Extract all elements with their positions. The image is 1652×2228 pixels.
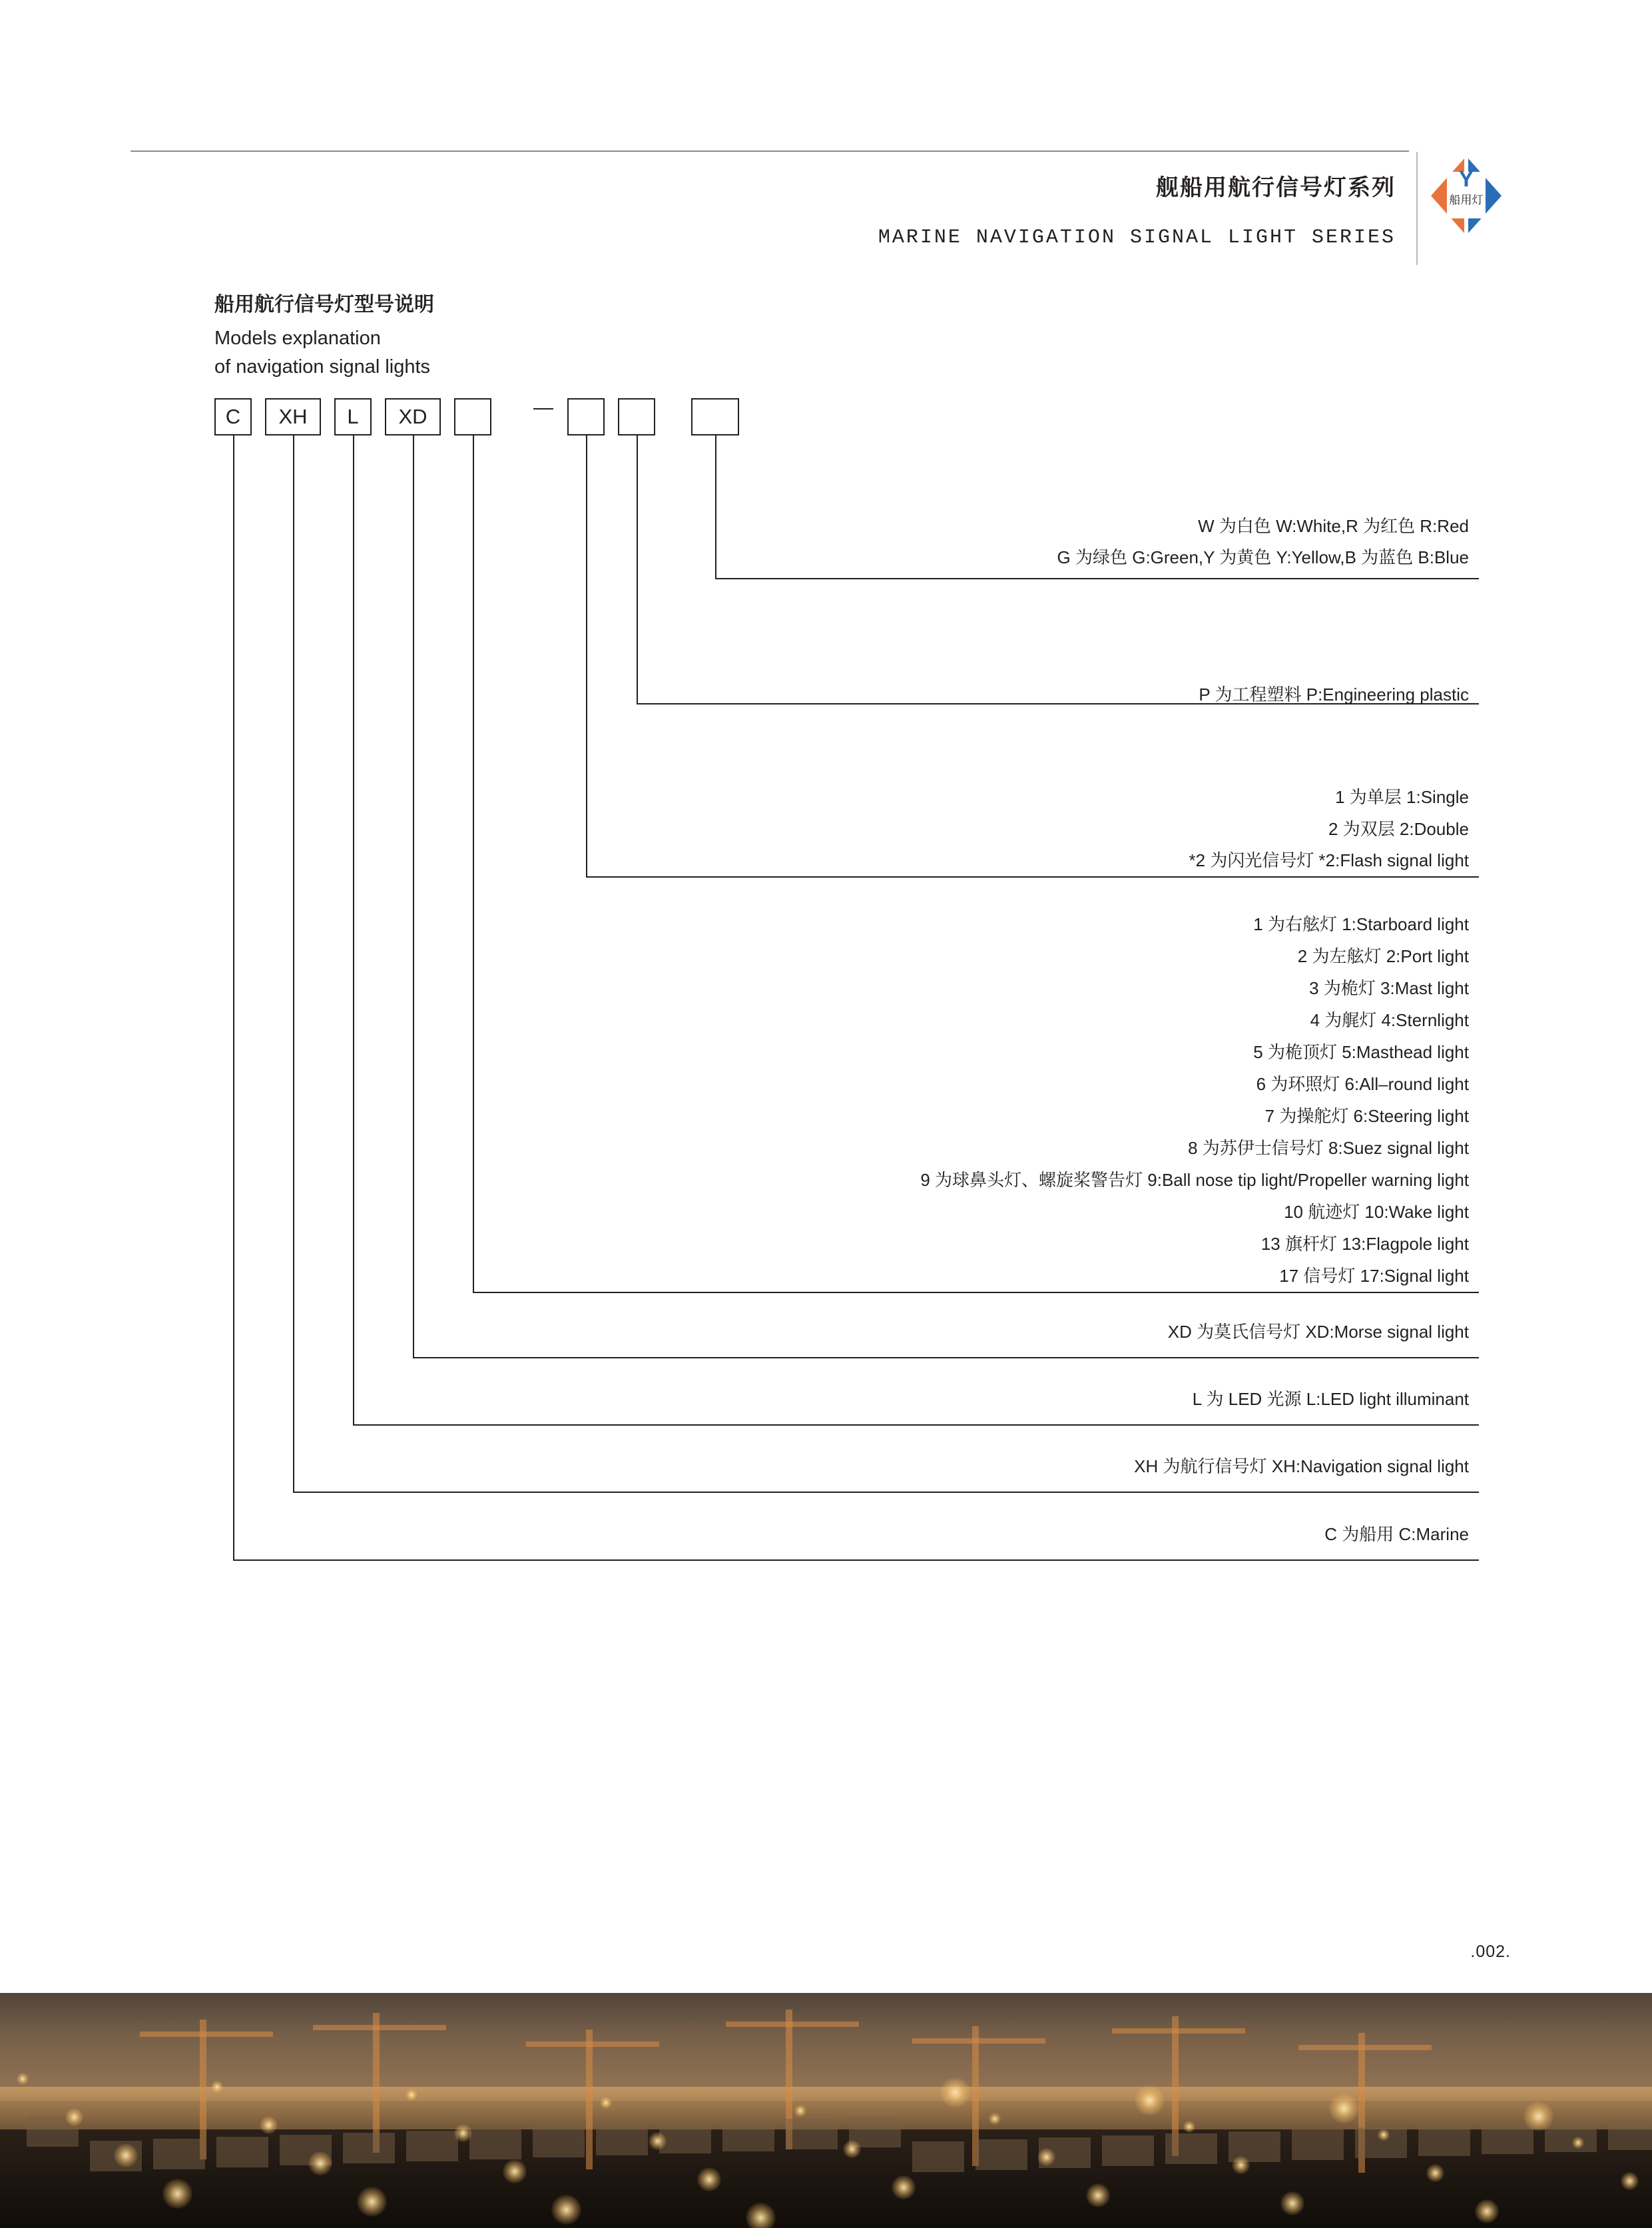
light-glow-3	[114, 2143, 138, 2167]
light-glow-18	[843, 2140, 861, 2158]
model-code-box-1: C	[214, 398, 252, 435]
legend-item: 9 为球鼻头灯、螺旋桨警告灯 9:Ball nose tip light/Propeller warning light	[920, 1170, 1469, 1190]
light-glow-31	[1475, 2199, 1499, 2223]
legend-item: 7 为操舵灯 6:Steering light	[1264, 1106, 1469, 1126]
leader-hline-1	[715, 578, 1479, 579]
header-vertical-divider	[1416, 152, 1418, 265]
container-box-19	[1165, 2133, 1217, 2164]
container-box-15	[912, 2141, 964, 2172]
leader-vline-8	[233, 435, 234, 1559]
legend-item: 4 为艉灯 4:Sternlight	[1310, 1010, 1469, 1030]
container-box-11	[659, 2123, 711, 2153]
light-glow-13	[600, 2097, 612, 2109]
container-box-26	[1608, 2119, 1652, 2150]
logo-text: 船用灯	[1449, 194, 1484, 206]
leader-vline-2	[637, 435, 638, 703]
logo-letter: Y	[1458, 166, 1474, 192]
crane-boom-4	[726, 2022, 859, 2027]
light-glow-12	[551, 2195, 581, 2225]
footer-photo	[0, 1993, 1652, 2228]
legend-item: P 为工程塑料 P:Engineering plastic	[1199, 685, 1469, 704]
light-glow-23	[1086, 2183, 1110, 2207]
light-glow-14	[649, 2132, 667, 2150]
legend-item: W 为白色 W:White,R 为红色 R:Red	[1198, 516, 1469, 536]
light-glow-4	[162, 2179, 192, 2209]
light-glow-16	[746, 2203, 776, 2228]
light-glow-22	[1037, 2148, 1055, 2166]
container-box-16	[975, 2139, 1027, 2170]
crane-boom-3	[526, 2042, 659, 2047]
leader-vline-1	[715, 435, 716, 578]
crane-mast-2	[373, 2013, 380, 2153]
section-title-cn: 船用航行信号灯型号说明	[214, 294, 434, 316]
legend-item: 1 为单层 1:Single	[1335, 787, 1469, 807]
container-box-13	[786, 2119, 838, 2149]
leader-hline-3	[586, 876, 1479, 878]
container-box-3	[153, 2139, 205, 2169]
crane-boom-7	[1298, 2045, 1432, 2050]
light-glow-17	[794, 2105, 806, 2117]
legend-item: L 为 LED 光源 L:LED light illuminant	[1192, 1389, 1469, 1409]
legend-item: 17 信号灯 17:Signal light	[1279, 1266, 1469, 1286]
legend-item: 3 为桅灯 3:Mast light	[1309, 978, 1469, 998]
legend-item: G 为绿色 G:Green,Y 为黄色 Y:Yellow,B 为蓝色 B:Blue	[1057, 547, 1469, 567]
model-code-box-4: XD	[385, 398, 441, 435]
legend-item: C 为船用 C:Marine	[1324, 1524, 1469, 1544]
leader-hline-8	[233, 1559, 1479, 1561]
leader-vline-3	[586, 435, 587, 876]
light-glow-32	[1523, 2101, 1553, 2131]
container-box-24	[1482, 2123, 1533, 2154]
page-number: .002.	[1470, 1942, 1511, 1961]
crane-boom-2	[313, 2025, 446, 2030]
crane-boom-5	[912, 2038, 1045, 2044]
light-glow-20	[940, 2078, 970, 2107]
container-box-12	[722, 2121, 774, 2151]
legend-item: XH 为航行信号灯 XH:Navigation signal light	[1134, 1456, 1469, 1476]
leader-vline-6	[353, 435, 354, 1424]
legend-item: 2 为双层 2:Double	[1328, 819, 1469, 839]
legend-item: 5 为桅顶灯 5:Masthead light	[1253, 1042, 1469, 1062]
leader-hline-6	[353, 1424, 1479, 1426]
light-glow-11	[503, 2159, 527, 2183]
light-glow-10	[454, 2124, 472, 2142]
container-box-8	[469, 2129, 521, 2159]
legend-item: 13 旗杆灯 13:Flagpole light	[1260, 1234, 1469, 1254]
container-box-6	[343, 2133, 395, 2163]
light-glow-5	[211, 2081, 223, 2093]
legend-item: 1 为右舷灯 1:Starboard light	[1253, 914, 1469, 934]
container-box-21	[1292, 2129, 1344, 2160]
light-glow-28	[1329, 2093, 1359, 2123]
legend-item: 2 为左舷灯 2:Port light	[1297, 946, 1469, 966]
container-box-10	[596, 2125, 648, 2155]
light-glow-2	[65, 2108, 83, 2126]
leader-vline-5	[413, 435, 414, 1357]
model-code-box-2: XH	[265, 398, 321, 435]
legend-item: 6 为环照灯 6:All–round light	[1256, 1074, 1469, 1094]
model-code-box-6	[567, 398, 605, 435]
header-title-en: MARINE NAVIGATION SIGNAL LIGHT SERIES	[878, 226, 1396, 249]
light-glow-15	[697, 2167, 721, 2191]
crane-mast-3	[586, 2030, 593, 2169]
header-divider-line	[131, 150, 1409, 152]
model-code-box-8	[691, 398, 739, 435]
leader-hline-4	[473, 1292, 1479, 1293]
section-title-en-line1: Models explanation	[214, 328, 381, 349]
leader-vline-7	[293, 435, 294, 1492]
leader-hline-5	[413, 1357, 1479, 1358]
model-code-box-7	[618, 398, 655, 435]
light-glow-1	[17, 2073, 29, 2085]
light-glow-7	[308, 2151, 332, 2175]
header-title-cn: 舰船用航行信号灯系列	[1156, 175, 1396, 200]
light-glow-29	[1378, 2129, 1390, 2141]
light-glow-19	[892, 2175, 916, 2199]
container-box-4	[216, 2137, 268, 2167]
crane-boom-1	[140, 2032, 273, 2037]
model-code-box-3: L	[334, 398, 372, 435]
section-title-en-line2: of navigation signal lights	[214, 356, 431, 378]
light-glow-27	[1280, 2191, 1304, 2215]
light-glow-25	[1183, 2121, 1195, 2133]
container-box-25	[1545, 2121, 1597, 2152]
leader-hline-7	[293, 1492, 1479, 1493]
light-glow-9	[406, 2089, 417, 2101]
company-logo	[1427, 153, 1506, 238]
model-code-dash	[533, 408, 553, 410]
light-glow-34	[1621, 2172, 1639, 2190]
legend-item: XD 为莫氏信号灯 XD:Morse signal light	[1167, 1322, 1469, 1342]
container-box-9	[533, 2127, 585, 2157]
light-glow-24	[1135, 2086, 1165, 2115]
container-box-18	[1102, 2135, 1154, 2166]
container-box-23	[1418, 2125, 1470, 2156]
light-glow-21	[989, 2113, 1001, 2125]
light-glow-33	[1572, 2137, 1584, 2149]
container-box-7	[406, 2131, 458, 2161]
model-code-box-5	[454, 398, 491, 435]
light-glow-30	[1426, 2164, 1444, 2182]
crane-boom-6	[1112, 2028, 1245, 2034]
light-glow-8	[357, 2187, 387, 2217]
legend-item: 8 为苏伊士信号灯 8:Suez signal light	[1188, 1138, 1469, 1158]
light-glow-26	[1232, 2156, 1250, 2174]
legend-item: 10 航迹灯 10:Wake light	[1284, 1202, 1469, 1222]
leader-vline-4	[473, 435, 474, 1292]
legend-item: *2 为闪光信号灯 *2:Flash signal light	[1189, 850, 1469, 870]
light-glow-6	[260, 2116, 278, 2134]
page-header	[0, 73, 1652, 249]
